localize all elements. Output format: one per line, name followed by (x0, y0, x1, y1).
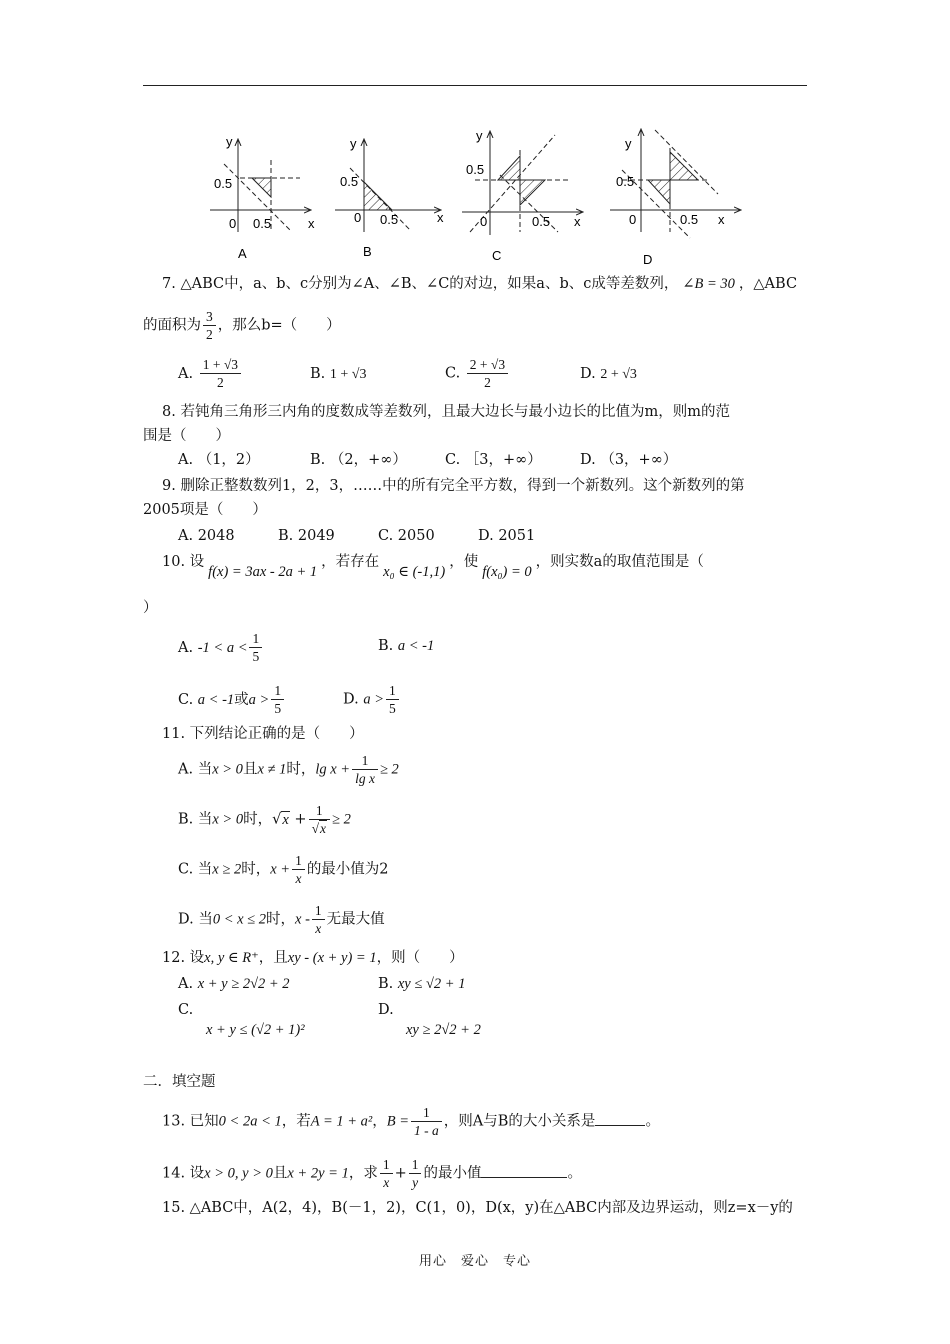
graph-d-y: y (625, 136, 632, 151)
q11-opt-d: D. 当0 < x ≤ 2时，x - $\frac{1}{x}$ 无最大值 (178, 903, 385, 936)
q12-options-cd (178, 1000, 481, 1040)
graph-b-ytick: 0.5 (340, 174, 359, 189)
graph-b-xtick: 0.5 (380, 212, 399, 227)
q11-stem: 11. 下列结论正确的是（ ） (162, 726, 364, 742)
q12-options-ab (178, 974, 466, 994)
graph-d-xtick: 0.5 (680, 212, 699, 227)
q10-line2: ） (143, 600, 158, 616)
q7-opt-c: C. $\frac{2 + √3}{2}$ (445, 356, 510, 391)
graph-c-origin: 0 (480, 214, 488, 229)
q8-line1: 8. 若钝角三角形三内角的度数成等差数列，且最大边长与最小边长的比值为m，则m的范 (162, 404, 730, 420)
graph-a-xtick: 0.5 (253, 216, 272, 231)
q9-opt-b: B. 2049 (278, 528, 335, 544)
q10-options-ab (178, 630, 435, 665)
graph-b-origin: 0 (354, 210, 362, 225)
q14: 14. 设x > 0, y > 0且x + 2y = 1，求 $\frac{1}{x}$ + $\frac{1}{y}$ 的最小值 。 (162, 1157, 582, 1190)
graph-b-x: x (437, 210, 444, 225)
q9-line1: 9. 删除正整数数列1，2，3，……中的所有完全平方数，得到一个新数列。这个新数列的第 (162, 478, 745, 494)
q7-opt-a: A. $\frac{1 + √3}{2}$ (178, 366, 243, 382)
q7-options (178, 356, 637, 391)
section-fill-in-heading: 二．填空题 (143, 1074, 216, 1090)
graph-a-ytick: 0.5 (214, 176, 233, 191)
graph-a (210, 134, 315, 261)
q9-options (178, 526, 536, 546)
q8-opt-b: B. （2，+∞） (310, 452, 407, 468)
q13: 13. 已知0 < 2a < 1，若A = 1 + a²，B = $\frac{1}{1 - a}$ ，则A与B的大小关系是 。 (162, 1105, 660, 1138)
q7-angle: ∠B = 30 (682, 276, 735, 292)
q10-opt-b: B. a < -1 (378, 638, 435, 654)
graph-d (610, 130, 740, 267)
option-graphs (0, 120, 950, 270)
graph-d-origin: 0 (629, 212, 637, 227)
q8-opt-d: D. （3，+∞） (580, 452, 678, 468)
q11-opt-b: B. 当x > 0时，√x + $\frac{1}{√x}$ ≥ 2 (178, 803, 351, 836)
graph-d-label: D (643, 252, 653, 267)
q10-opt-c: C. a < -1或a > $\frac{1}{5}$ (178, 692, 286, 708)
q7-line2: 的面积为 $\frac{3}{2}$ ，那么b=（ ） (143, 309, 341, 342)
q8-line2: 围是（ ） (143, 428, 230, 444)
q11-opt-c: C. 当x ≥ 2时，x + $\frac{1}{x}$ 的最小值为2 (178, 853, 389, 886)
graph-d-x: x (718, 212, 725, 227)
graph-b (335, 136, 444, 259)
q7-area-fraction: $\frac{3}{2}$ (203, 308, 216, 343)
graph-c-label: C (492, 248, 502, 263)
q10-options-cd (178, 682, 396, 717)
graph-a-y: y (226, 134, 233, 149)
q7-opt-b: B. 1 + √3 (310, 366, 367, 382)
q9-line2: 2005项是（ ） (143, 502, 267, 518)
graph-a-x: x (308, 216, 315, 231)
q10-x0: x₀ ∈ (-1,1) (383, 564, 446, 580)
graph-c-xtick: 0.5 (532, 214, 551, 229)
q12-opt-c: C. x + y ≤ (√2 + 1)² (178, 1002, 305, 1038)
q8-options (178, 450, 678, 470)
graph-c-x: x (574, 214, 581, 229)
q9-opt-d: D. 2051 (478, 528, 536, 544)
q12-stem: 12. 设x, y ∈ R⁺，且xy - (x + y) = 1，则（ ） (162, 950, 464, 966)
q14-answer-blank[interactable] (481, 1163, 567, 1178)
q13-answer-blank[interactable] (595, 1111, 645, 1126)
q10-opt-d: D. a > $\frac{1}{5}$ (343, 682, 401, 717)
graph-d-ytick: 0.5 (616, 174, 635, 189)
q9-opt-a: A. 2048 (178, 528, 235, 544)
graph-b-label: B (363, 244, 372, 259)
graph-a-origin: 0 (229, 216, 237, 231)
graph-c-y: y (476, 128, 483, 143)
q11-opt-a: A. 当x > 0且x ≠ 1时，lg x + $\frac{1}{\text{lg x}}$ ≥ 2 (178, 753, 399, 786)
q12-opt-b: B. xy ≤ √2 + 1 (378, 976, 466, 992)
q10-line1: 10. 设f(x) = 3ax - 2a + 1，若存在x₀ ∈ (-1,1)，使f(x₀) = 0，则实数a的取值范围是（ (162, 554, 704, 580)
q8-opt-c: C. ［3，+∞） (445, 452, 542, 468)
q8-opt-a: A. （1，2） (178, 452, 260, 468)
q7-line1: 7. △ABC中，a、b、c分别为∠A、∠B、∠C的对边，如果a、b、c成等差数列， ∠B = 30 ，△ABC (162, 276, 798, 292)
q12-opt-a: A. x + y ≥ 2√2 + 2 (178, 976, 290, 992)
q15: 15. △ABC中，A(2，4)，B(－1，2)，C(1，0)，D(x，y)在△ABC内部及边界运动，则z=x－y的 (162, 1200, 793, 1216)
q7-opt-d: D. 2 + √3 (580, 366, 637, 382)
graph-c-ytick: 0.5 (466, 162, 485, 177)
header-rule (143, 85, 807, 86)
q10-opt-a: A. -1 < a < $\frac{1}{5}$ (178, 640, 264, 656)
q10-fx0: f(x₀) = 0 (482, 564, 532, 580)
q10-fx: f(x) = 3ax - 2a + 1 (208, 564, 318, 580)
graph-a-label: A (238, 246, 247, 261)
graph-b-y: y (350, 136, 357, 151)
page-footer: 用心 爱心 专心 (418, 1254, 531, 1269)
graph-c (462, 128, 582, 263)
q9-opt-c: C. 2050 (378, 528, 435, 544)
q12-opt-d: D. xy ≥ 2√2 + 2 (378, 1002, 481, 1038)
